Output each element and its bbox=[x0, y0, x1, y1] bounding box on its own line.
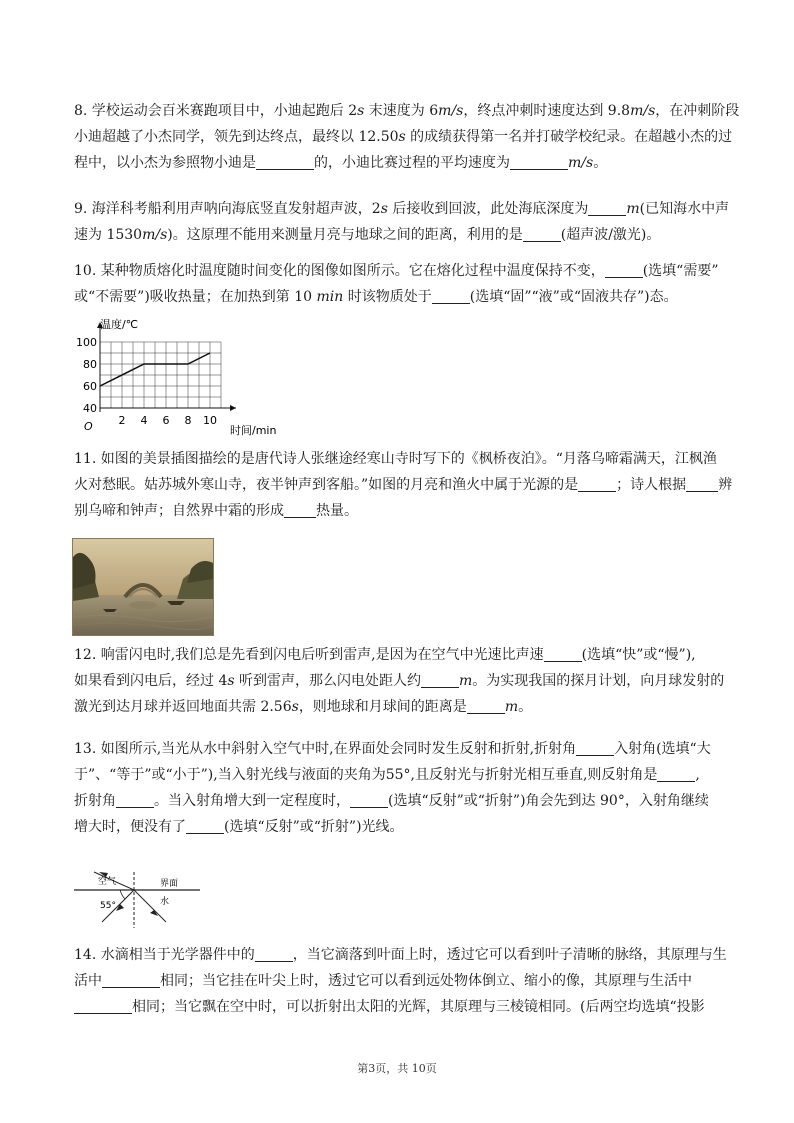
answer-blank[interactable] bbox=[186, 817, 224, 834]
answer-blank[interactable] bbox=[605, 261, 643, 278]
answer-blank[interactable] bbox=[74, 997, 132, 1014]
q8-text: 8. 学校运动会百米赛跑项目中，小迪起跑后 2 bbox=[74, 103, 358, 119]
question-12: 12. 响雷闪电时,我们总是先看到闪电后听到雷声,是因为在空气中光速比声速 (选填“快”或“慢”), 如果看到闪电后，经过 4s 听到雷声，那么闪电处距人约 m。为实现我国的探月计划，向月球发射的 激光到达月球并返回地面共需 2.56s，则地球和月球间的距离是 m。 bbox=[74, 647, 725, 715]
painting-image bbox=[73, 539, 213, 635]
answer-blank[interactable] bbox=[255, 945, 293, 962]
answer-blank[interactable] bbox=[116, 791, 154, 808]
x-tick-label: 8 bbox=[184, 414, 192, 427]
x-tick-label: 4 bbox=[140, 414, 148, 427]
x-tick-label: 6 bbox=[162, 414, 170, 427]
air-label: 空气 bbox=[98, 877, 117, 887]
answer-blank[interactable] bbox=[284, 501, 316, 518]
chart-ticks bbox=[76, 336, 217, 427]
refraction-diagram bbox=[72, 866, 202, 936]
y-tick-label: 60 bbox=[83, 380, 97, 393]
answer-blank[interactable] bbox=[576, 739, 614, 756]
chart-grid bbox=[100, 342, 221, 408]
answer-blank[interactable] bbox=[102, 971, 160, 988]
page-footer: 第3页，共 10页 bbox=[357, 1062, 437, 1075]
interface-label: 界面 bbox=[160, 879, 179, 889]
origin-label: O bbox=[84, 420, 93, 433]
answer-blank[interactable] bbox=[523, 225, 561, 242]
angle-label: 55° bbox=[100, 901, 116, 911]
river-night-illustration bbox=[72, 538, 214, 636]
x-axis-arrow bbox=[230, 405, 236, 411]
question-13: 13. 如图所示,当光从水中斜射入空气中时,在界面处会同时发生反射和折射,折射角 入射角(选填“大 于”、“等于”或“小于”),当入射光线与液面的夹角为55°,且反射光与折射光相互垂直,则反射角是 , 折射角 。当入射角增大到一定程度时， (选填“反射”或“折射”)角会先到达 90°，入射角继续 增大时，便没有了 (选填“反射”或“折射”)光线。 bbox=[74, 741, 711, 835]
question-14: 14. 水滴相当于光学器件中的 ，当它滴落到叶面上时，透过它可以看到叶子清晰的脉络，其原理与生 活中 相同；当它挂在叶尖上时，透过它可以看到远处物体倒立、缩小的像，其原理与生活中 相同；当它飘在空中时，可以折射出太阳的光辉，其原理与三棱镜相同。(后两空均选填“投影 bbox=[74, 947, 727, 1015]
x-tick-label: 2 bbox=[118, 414, 126, 427]
answer-blank[interactable] bbox=[686, 475, 718, 492]
answer-blank[interactable] bbox=[544, 645, 582, 662]
chart-axes bbox=[97, 322, 236, 412]
temperature-time-chart bbox=[70, 316, 277, 438]
answer-blank[interactable] bbox=[510, 153, 568, 170]
x-axis-label: 时间/min bbox=[230, 424, 277, 437]
answer-blank[interactable] bbox=[578, 475, 616, 492]
y-tick-label: 80 bbox=[83, 358, 97, 371]
answer-blank[interactable] bbox=[350, 791, 388, 808]
answer-blank[interactable] bbox=[657, 765, 695, 782]
answer-blank[interactable] bbox=[467, 697, 505, 714]
water-label: 水 bbox=[160, 897, 170, 907]
answer-blank[interactable] bbox=[256, 153, 314, 170]
angle-arc bbox=[120, 890, 125, 899]
y-tick-label: 100 bbox=[76, 336, 97, 349]
answer-blank[interactable] bbox=[432, 287, 470, 304]
question-8: 8. 学校运动会百米赛跑项目中，小迪起跑后 2s 末速度为 6m/s，终点冲刺时速度达到 9.8m/s，在冲刺阶段 小迪超越了小杰同学，领先到达终点，最终以 12.50s 的成绩获得第一名并打破学校纪录。在超越小杰的过 程中，以小杰为参照物小迪是 的，小迪比赛过程的平均速度为 m/s。 bbox=[74, 103, 740, 171]
question-9: 9. 海洋科考船利用声呐向海底竖直发射超声波，2s 后接收到回波，此处海底深度为 m(已知海水中声 速为 1530m/s)。这原理不能用来测量月亮与地球之间的距离，利用的是 (超声波/激光)。 bbox=[74, 201, 730, 243]
x-tick-label: 10 bbox=[203, 414, 217, 427]
answer-blank[interactable] bbox=[421, 671, 459, 688]
y-tick-label: 40 bbox=[83, 402, 97, 415]
question-10: 10. 某种物质熔化时温度随时间变化的图像如图所示。它在熔化过程中温度保持不变， (选填“需要” 或“不需要”)吸收热量；在加热到第 10 min 时该物质处于 (选填“固”“液”或“固液共存”)态。 bbox=[74, 263, 719, 305]
answer-blank[interactable] bbox=[588, 199, 626, 216]
y-axis-label: 温度/℃ bbox=[100, 318, 139, 331]
question-11: 11. 如图的美景插图描绘的是唐代诗人张继途经寒山寺时写下的《枫桥夜泊》。“月落乌啼霜满天，江枫渔 火对愁眠。姑苏城外寒山寺，夜半钟声到客船。”如图的月亮和渔火中属于光源的是 ；诗人根据 辨 别乌啼和钟声；自然界中霜的形成 热量。 bbox=[74, 451, 733, 519]
